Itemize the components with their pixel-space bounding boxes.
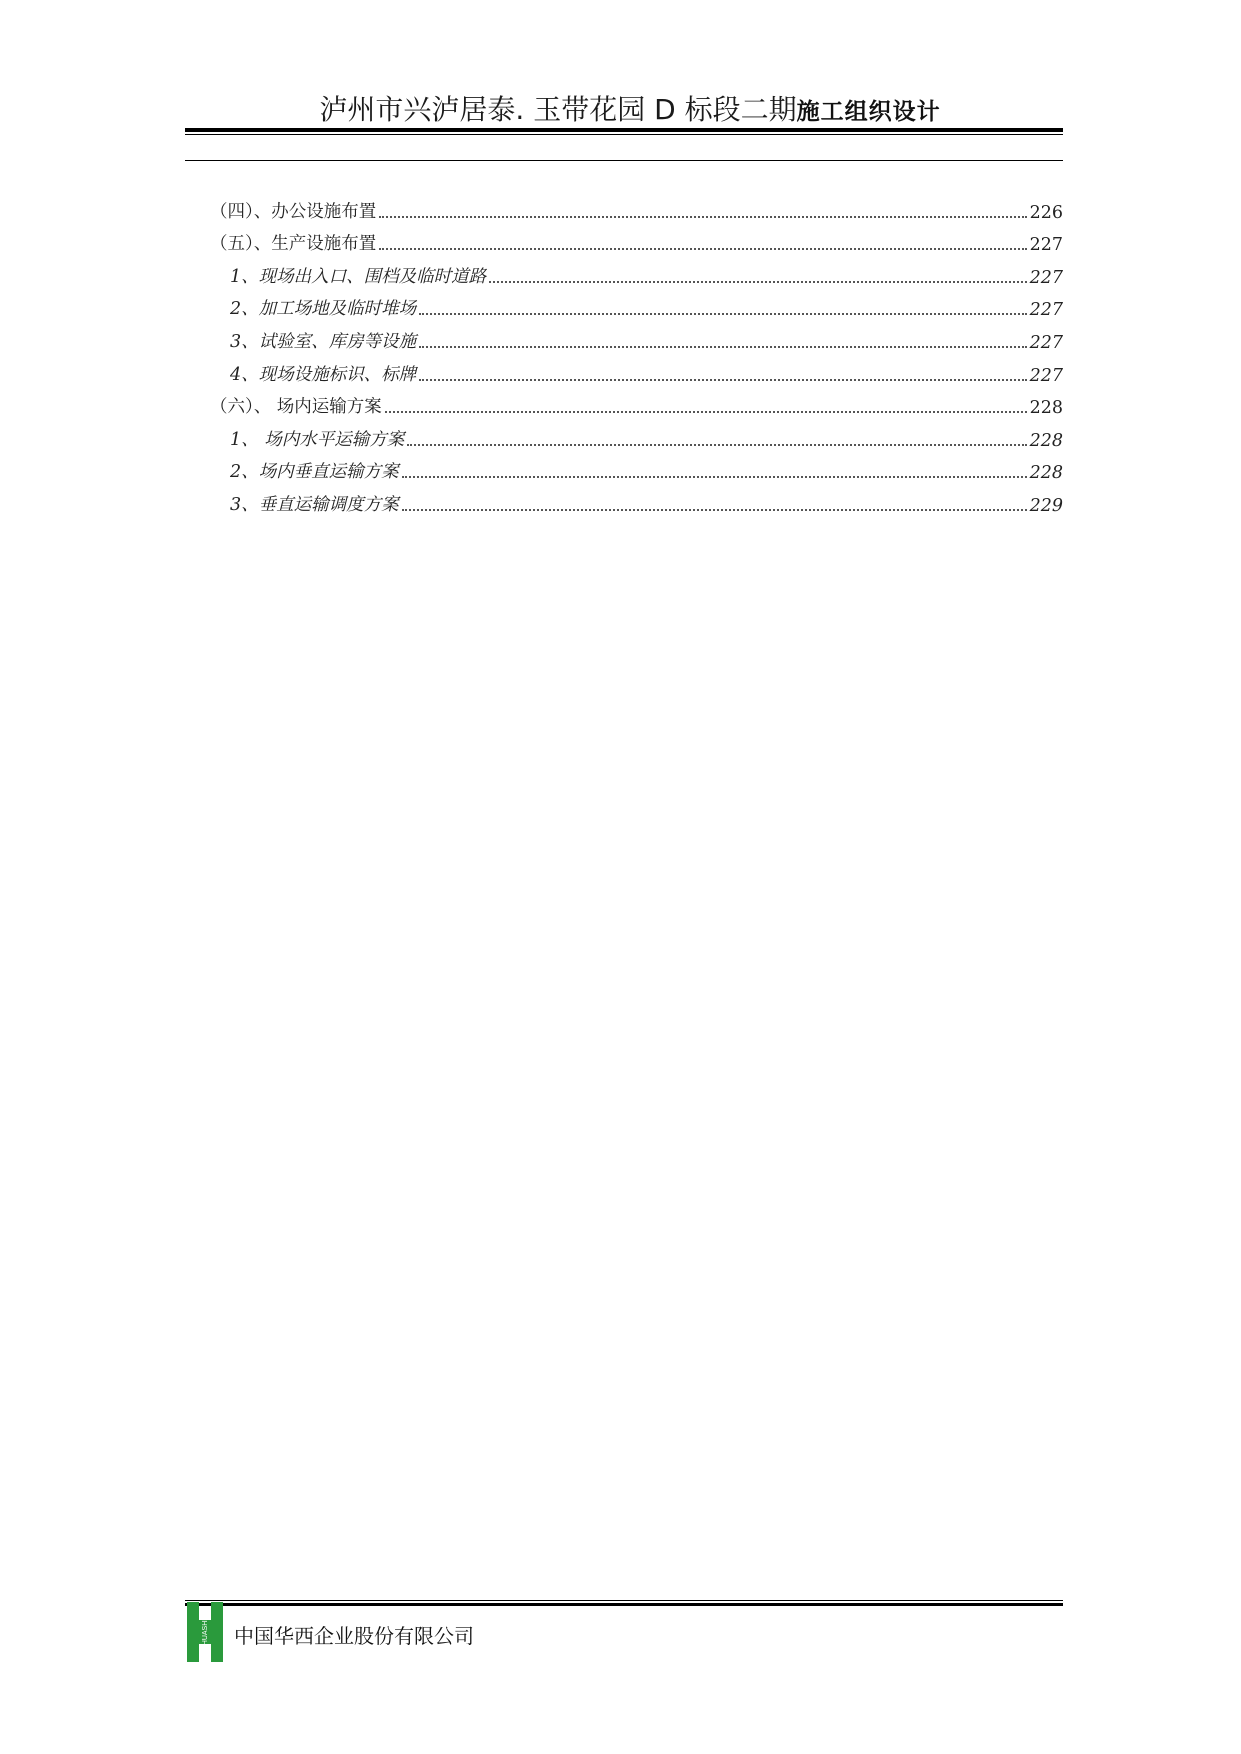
toc-leader — [402, 476, 1027, 478]
company-name: 中国华西企业股份有限公司 — [234, 1624, 474, 1648]
toc-leader — [489, 281, 1026, 283]
toc-entry[interactable] — [210, 320, 1063, 353]
logo-text: HUASHI — [202, 1618, 209, 1646]
toc-leader — [419, 379, 1026, 381]
toc-leader — [419, 313, 1026, 315]
toc-entry-label: （六）、 场内运输方案 — [210, 397, 382, 418]
page-footer — [185, 1600, 1063, 1680]
toc-entry-page: 227 — [1029, 235, 1063, 256]
toc-entry-label: （四）、办公设施布置 — [210, 201, 377, 222]
header-rule-thin — [185, 134, 1063, 135]
footer-rule-thick — [185, 1603, 1063, 1606]
toc-entry[interactable] — [210, 288, 1063, 321]
toc-entry-label: 2、加工场地及临时堆场 — [230, 299, 417, 320]
toc-entry-label: （五）、生产设施布置 — [210, 234, 377, 255]
toc-leader — [379, 216, 1026, 218]
toc-entry[interactable] — [210, 451, 1063, 484]
toc-entry-label: 1、现场出入口、围档及临时道路 — [230, 266, 487, 287]
header-rule-lower — [185, 160, 1063, 161]
huashi-logo-icon — [185, 1600, 225, 1664]
toc-entry-label: 1、 场内水平运输方案 — [230, 429, 405, 450]
header-title-main: 泸州市兴泸居泰. 玉带花园 D 标段二期 — [319, 93, 797, 126]
toc-leader — [419, 346, 1026, 348]
toc-entry[interactable] — [210, 418, 1063, 451]
table-of-contents — [210, 190, 1063, 516]
toc-entry-page: 227 — [1029, 300, 1063, 321]
header-rule-thick — [185, 128, 1063, 132]
toc-entry-page: 226 — [1029, 202, 1063, 223]
header-title-sub: 施工组织设计 — [796, 99, 941, 125]
toc-entry[interactable] — [210, 353, 1063, 386]
toc-entry-label: 3、试验室、库房等设施 — [230, 331, 417, 352]
toc-entry-page: 227 — [1029, 267, 1063, 288]
toc-entry-label: 3、垂直运输调度方案 — [230, 494, 399, 515]
toc-entry-page: 228 — [1029, 430, 1063, 451]
page-header-title — [180, 88, 1080, 128]
toc-leader — [379, 248, 1026, 250]
toc-leader — [402, 509, 1027, 511]
toc-entry-page: 227 — [1029, 365, 1063, 386]
toc-entry[interactable] — [210, 386, 1063, 419]
toc-entry-label: 4、现场设施标识、标牌 — [230, 364, 417, 385]
footer-rule-thin — [185, 1600, 1063, 1601]
toc-entry-page: 227 — [1029, 332, 1063, 353]
toc-entry[interactable] — [210, 483, 1063, 516]
toc-leader — [407, 444, 1026, 446]
toc-entry[interactable] — [210, 190, 1063, 223]
toc-leader — [385, 411, 1027, 413]
toc-entry-label: 2、场内垂直运输方案 — [230, 462, 399, 483]
toc-entry[interactable] — [210, 255, 1063, 288]
toc-entry-page: 228 — [1029, 398, 1063, 419]
toc-entry-page: 228 — [1029, 463, 1063, 484]
toc-entry[interactable] — [210, 223, 1063, 256]
toc-entry-page: 229 — [1029, 495, 1063, 516]
